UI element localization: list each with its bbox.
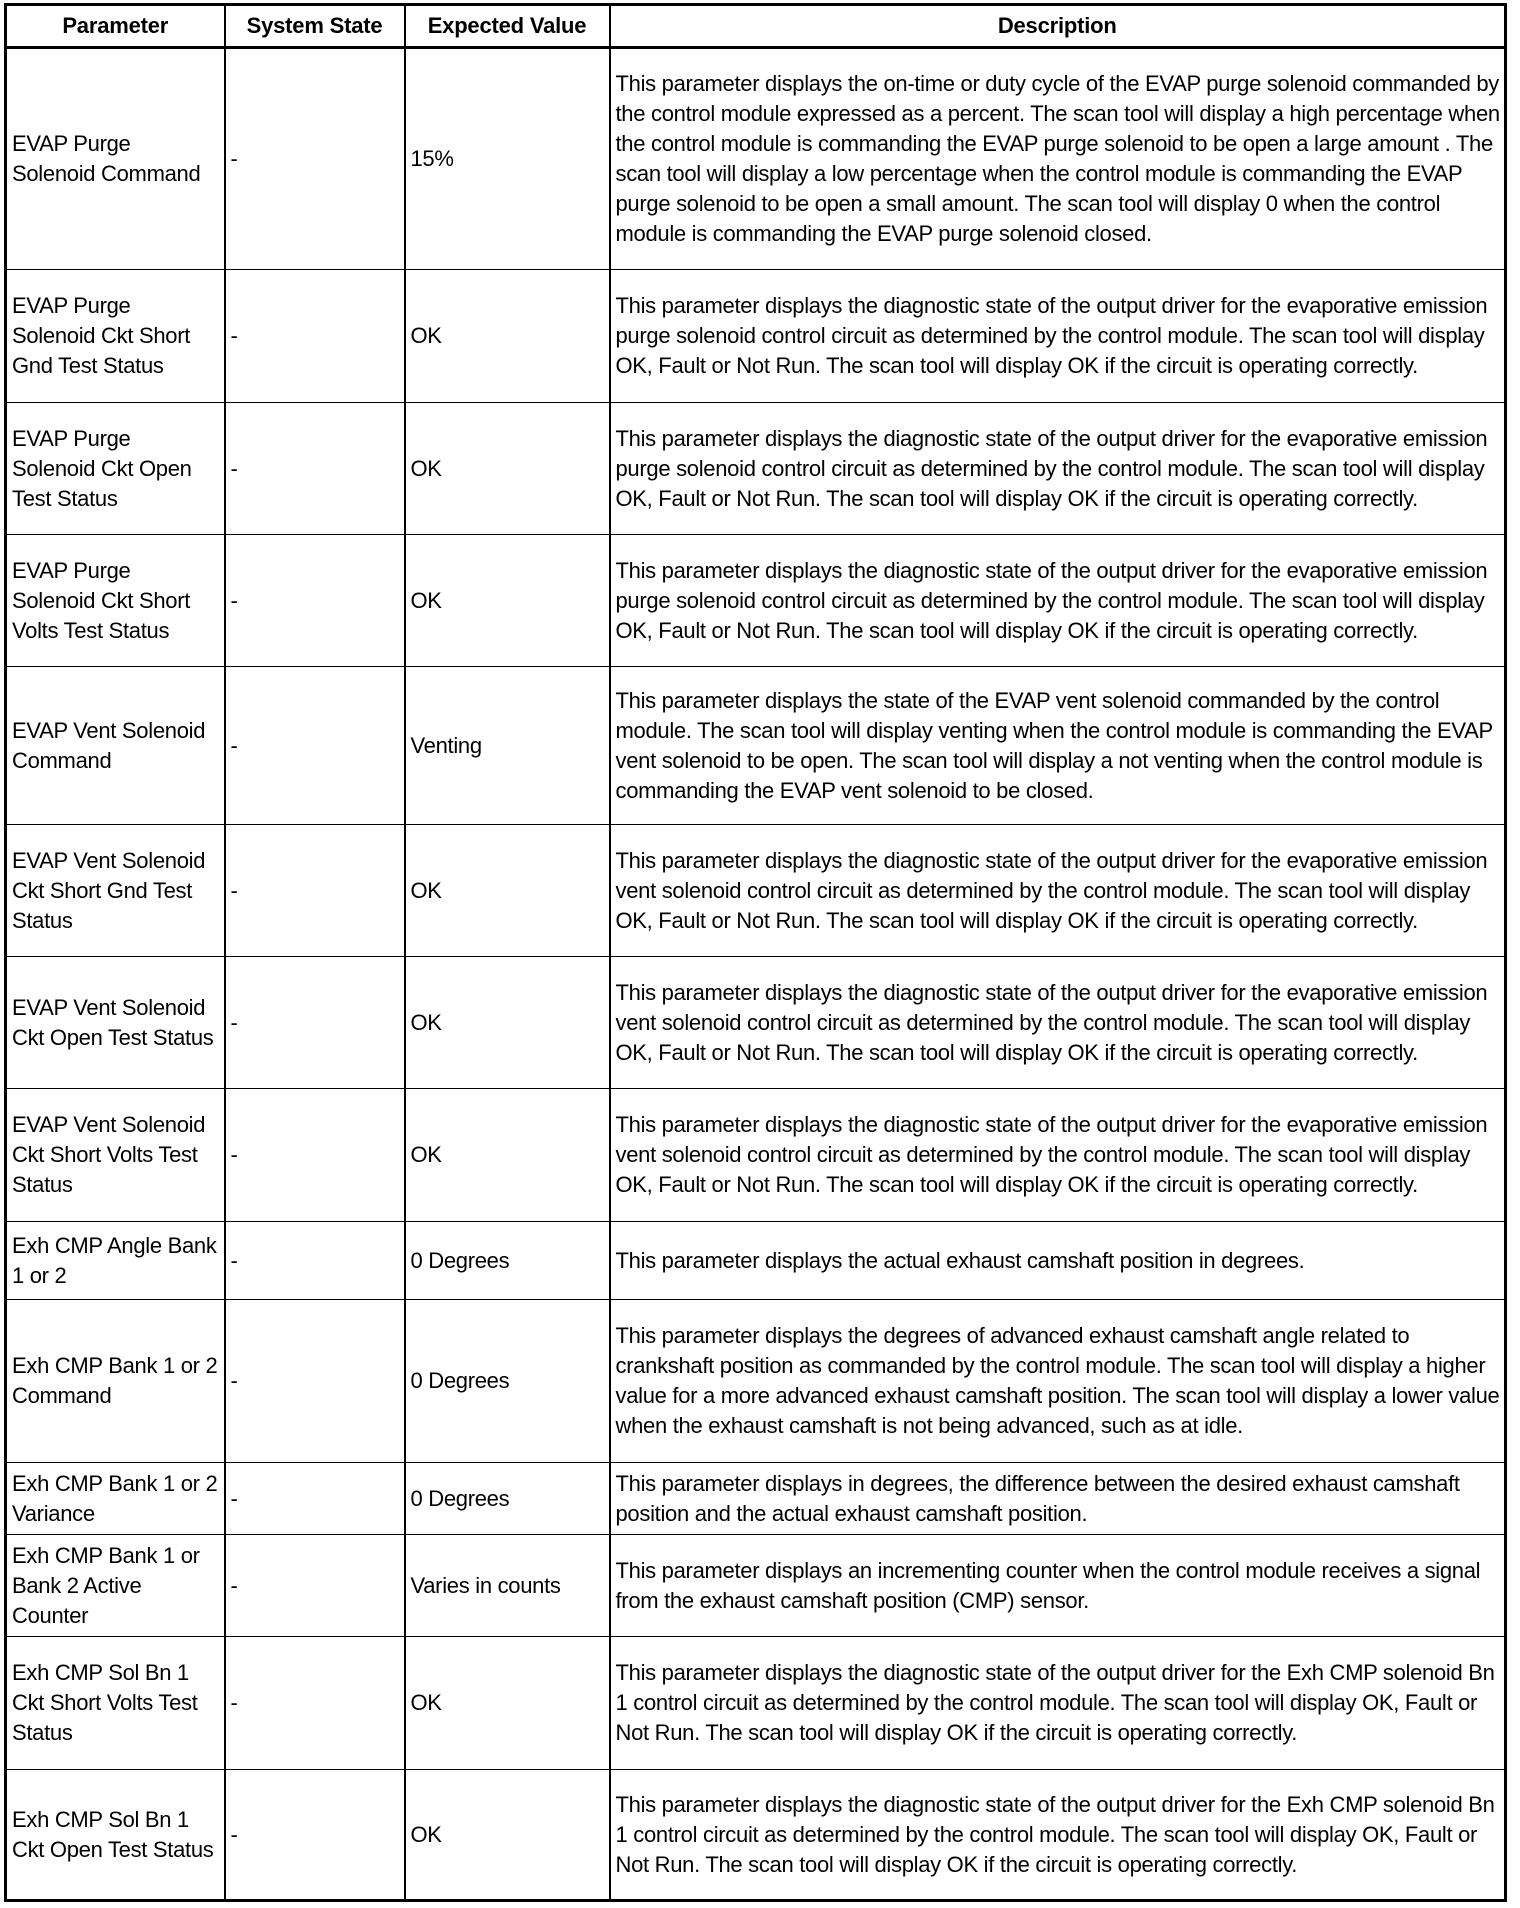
cell-description: This parameter displays the diagnostic state of the output driver for the evaporative emission purge solenoid control circuit as determined by the control module. The scan tool will display OK, Fault or Not Run. The scan tool will display OK if the circuit is operating correctly. xyxy=(610,535,1506,667)
cell-system-state: - xyxy=(225,48,405,270)
table-row xyxy=(6,1089,1506,1222)
cell-description: This parameter displays the diagnostic state of the output driver for the evaporative emission vent solenoid control circuit as determined by the control module. The scan tool will display OK, Fault or Not Run. The scan tool will display OK if the circuit is operating correctly. xyxy=(610,825,1506,957)
cell-description: This parameter displays the diagnostic state of the output driver for the evaporative emission purge solenoid control circuit as determined by the control module. The scan tool will display OK, Fault or Not Run. The scan tool will display OK if the circuit is operating correctly. xyxy=(610,270,1506,403)
cell-parameter: Exh CMP Angle Bank 1 or 2 xyxy=(6,1222,225,1300)
table-row xyxy=(6,1222,1506,1300)
cell-system-state: - xyxy=(225,1463,405,1535)
cell-expected-value: 0 Degrees xyxy=(405,1222,610,1300)
cell-expected-value: OK xyxy=(405,535,610,667)
cell-parameter: EVAP Vent Solenoid Ckt Short Volts Test Status xyxy=(6,1089,225,1222)
cell-parameter: EVAP Purge Solenoid Ckt Short Gnd Test Status xyxy=(6,270,225,403)
table-row xyxy=(6,667,1506,825)
header-description: Description xyxy=(610,5,1506,48)
cell-parameter: EVAP Purge Solenoid Command xyxy=(6,48,225,270)
cell-system-state: - xyxy=(225,1300,405,1463)
cell-system-state: - xyxy=(225,957,405,1089)
cell-description: This parameter displays the diagnostic state of the output driver for the evaporative emission purge solenoid control circuit as determined by the control module. The scan tool will display OK, Fault or Not Run. The scan tool will display OK if the circuit is operating correctly. xyxy=(610,403,1506,535)
cell-system-state: - xyxy=(225,1535,405,1637)
cell-system-state: - xyxy=(225,825,405,957)
cell-system-state: - xyxy=(225,270,405,403)
cell-system-state: - xyxy=(225,1222,405,1300)
cell-expected-value: OK xyxy=(405,1770,610,1901)
cell-parameter: EVAP Vent Solenoid Command xyxy=(6,667,225,825)
cell-parameter: Exh CMP Bank 1 or 2 Variance xyxy=(6,1463,225,1535)
cell-description: This parameter displays the diagnostic state of the output driver for the Exh CMP solenoid Bn 1 control circuit as determined by the control module. The scan tool will display OK, Fault or Not Run. The scan tool will display OK if the circuit is operating correctly. xyxy=(610,1637,1506,1770)
cell-expected-value: 0 Degrees xyxy=(405,1463,610,1535)
table-row xyxy=(6,1535,1506,1637)
cell-parameter: Exh CMP Bank 1 or Bank 2 Active Counter xyxy=(6,1535,225,1637)
cell-expected-value: OK xyxy=(405,825,610,957)
cell-expected-value: 15% xyxy=(405,48,610,270)
cell-expected-value: OK xyxy=(405,1637,610,1770)
cell-expected-value: OK xyxy=(405,270,610,403)
header-row xyxy=(6,5,1506,48)
cell-description: This parameter displays the diagnostic state of the output driver for the evaporative emission vent solenoid control circuit as determined by the control module. The scan tool will display OK, Fault or Not Run. The scan tool will display OK if the circuit is operating correctly. xyxy=(610,1089,1506,1222)
cell-description: This parameter displays the diagnostic state of the output driver for the evaporative emission vent solenoid control circuit as determined by the control module. The scan tool will display OK, Fault or Not Run. The scan tool will display OK if the circuit is operating correctly. xyxy=(610,957,1506,1089)
cell-parameter: EVAP Purge Solenoid Ckt Open Test Status xyxy=(6,403,225,535)
cell-expected-value: OK xyxy=(405,957,610,1089)
header-parameter: Parameter xyxy=(6,5,225,48)
cell-system-state: - xyxy=(225,1637,405,1770)
cell-description: This parameter displays the on-time or duty cycle of the EVAP purge solenoid commanded by the control module expressed as a percent. The scan tool will display a high percentage when the control module is commanding the EVAP purge solenoid to be open a large amount . The scan tool will display a low percentage when the control module is commanding the EVAP purge solenoid to be open a small amount. The scan tool will display 0 when the control module is commanding the EVAP purge solenoid closed. xyxy=(610,48,1506,270)
table-row xyxy=(6,48,1506,270)
cell-description: This parameter displays the actual exhaust camshaft position in degrees. xyxy=(610,1222,1506,1300)
table-row xyxy=(6,1637,1506,1770)
cell-system-state: - xyxy=(225,1770,405,1901)
cell-description: This parameter displays an incrementing counter when the control module receives a signal from the exhaust camshaft position (CMP) sensor. xyxy=(610,1535,1506,1637)
table-row xyxy=(6,825,1506,957)
table-row xyxy=(6,403,1506,535)
cell-system-state: - xyxy=(225,667,405,825)
cell-parameter: Exh CMP Sol Bn 1 Ckt Short Volts Test Status xyxy=(6,1637,225,1770)
header-system-state: System State xyxy=(225,5,405,48)
parameter-table xyxy=(4,3,1507,1902)
cell-parameter: EVAP Purge Solenoid Ckt Short Volts Test Status xyxy=(6,535,225,667)
cell-description: This parameter displays in degrees, the difference between the desired exhaust camshaft position and the actual exhaust camshaft position. xyxy=(610,1463,1506,1535)
table-row xyxy=(6,1300,1506,1463)
cell-description: This parameter displays the state of the EVAP vent solenoid commanded by the control module. The scan tool will display venting when the control module is commanding the EVAP vent solenoid to be open. The scan tool will display a not venting when the control module is commanding the EVAP vent solenoid to be closed. xyxy=(610,667,1506,825)
table-row xyxy=(6,1463,1506,1535)
cell-parameter: EVAP Vent Solenoid Ckt Short Gnd Test Status xyxy=(6,825,225,957)
cell-expected-value: 0 Degrees xyxy=(405,1300,610,1463)
table-row xyxy=(6,270,1506,403)
table-body xyxy=(6,48,1506,1901)
cell-parameter: Exh CMP Bank 1 or 2 Command xyxy=(6,1300,225,1463)
cell-expected-value: Venting xyxy=(405,667,610,825)
cell-parameter: Exh CMP Sol Bn 1 Ckt Open Test Status xyxy=(6,1770,225,1901)
table-row xyxy=(6,957,1506,1089)
header-expected-value: Expected Value xyxy=(405,5,610,48)
cell-description: This parameter displays the diagnostic state of the output driver for the Exh CMP solenoid Bn 1 control circuit as determined by the control module. The scan tool will display OK, Fault or Not Run. The scan tool will display OK if the circuit is operating correctly. xyxy=(610,1770,1506,1901)
table-row xyxy=(6,1770,1506,1901)
cell-description: This parameter displays the degrees of advanced exhaust camshaft angle related to crankshaft position as commanded by the control module. The scan tool will display a higher value for a more advanced exhaust camshaft position. The scan tool will display a lower value when the exhaust camshaft is not being advanced, such as at idle. xyxy=(610,1300,1506,1463)
cell-system-state: - xyxy=(225,403,405,535)
table-row xyxy=(6,535,1506,667)
cell-expected-value: Varies in counts xyxy=(405,1535,610,1637)
cell-expected-value: OK xyxy=(405,1089,610,1222)
cell-expected-value: OK xyxy=(405,403,610,535)
cell-system-state: - xyxy=(225,1089,405,1222)
cell-system-state: - xyxy=(225,535,405,667)
cell-parameter: EVAP Vent Solenoid Ckt Open Test Status xyxy=(6,957,225,1089)
